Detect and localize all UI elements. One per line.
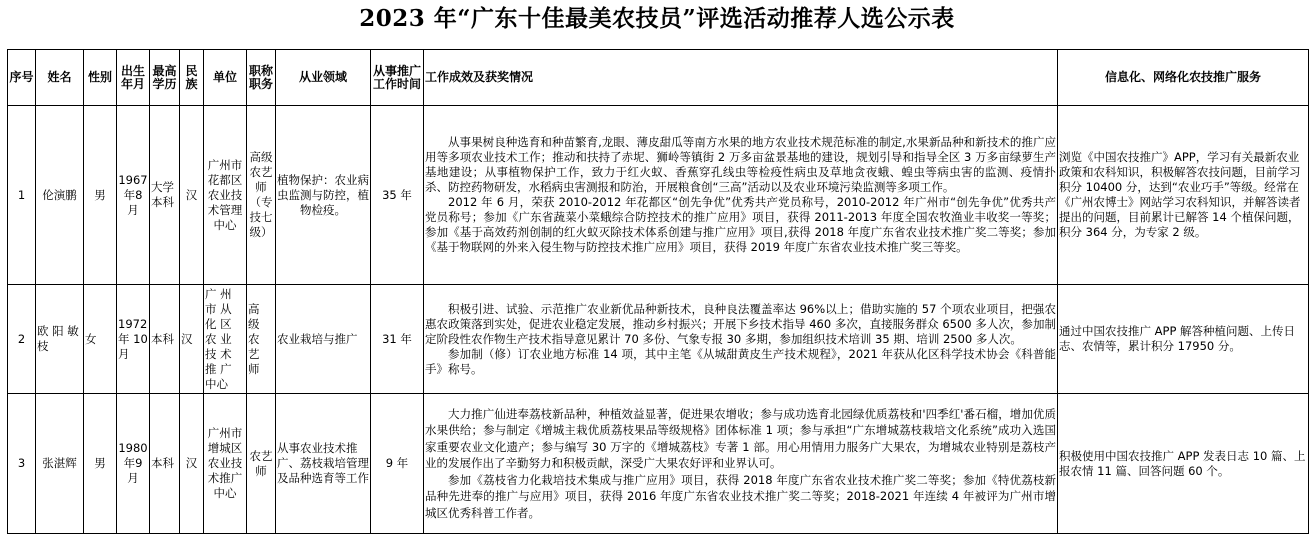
cell-ethnicity: 汉 bbox=[180, 394, 204, 534]
header-achievements: 工作成效及获奖情况 bbox=[424, 50, 1058, 106]
page-title: 2023 年“广东十佳最美农技员”评选活动推荐人选公示表 bbox=[359, 5, 955, 32]
header-education: 最高学历 bbox=[150, 50, 180, 106]
cell-name: 欧 阳 敏 枝 bbox=[36, 285, 84, 394]
header-ethnicity: 民族 bbox=[180, 50, 204, 106]
cell-seq: 3 bbox=[8, 394, 36, 534]
header-years: 从事推广工作时间 bbox=[371, 50, 424, 106]
cell-achievements bbox=[424, 106, 1058, 285]
cell-title: 高级农艺师（专技七级） bbox=[247, 106, 276, 285]
cell-ethnicity: 汉 bbox=[180, 285, 204, 394]
candidate-table bbox=[7, 49, 1309, 534]
cell-name: 伦演鹏 bbox=[36, 106, 84, 285]
header-name: 姓名 bbox=[36, 50, 84, 106]
cell-achievements bbox=[424, 285, 1058, 394]
cell-services: 浏览《中国农技推广》APP，学习有关最新农业政策和农科知识，积极解答农技问题，目前学习积分 10400 分，达到“农业巧手”等级。经常在《广州农博士》网站学习农科知识，并解答读者提出的问题，目前累计已解答 14 个植保问题，积分 364 分，为专家 2 级。 bbox=[1058, 106, 1309, 285]
cell-services: 积极使用中国农技推广 APP 发表日志 10 篇、上报农情 11 篇、回答问题 60 个。 bbox=[1058, 394, 1309, 534]
cell-education: 本科 bbox=[150, 285, 180, 394]
table-header-row bbox=[8, 50, 1309, 106]
header-seq: 序号 bbox=[8, 50, 36, 106]
cell-achievements bbox=[424, 394, 1058, 534]
cell-unit: 广州市增城区农业技术推广中心 bbox=[204, 394, 247, 534]
cell-gender: 女 bbox=[84, 285, 117, 394]
header-title: 职称职务 bbox=[247, 50, 276, 106]
cell-field: 从事农业技术推广、荔枝栽培管理及品种选育等工作 bbox=[276, 394, 371, 534]
table-row bbox=[8, 106, 1309, 285]
cell-unit: 广 州 市 从 化 区 农 业 技 术 推 广 中心 bbox=[204, 285, 247, 394]
cell-birth: 1967年8月 bbox=[117, 106, 150, 285]
cell-title: 高 级 农 艺 师 bbox=[247, 285, 276, 394]
cell-years: 35 年 bbox=[371, 106, 424, 285]
header-field: 从业领域 bbox=[276, 50, 371, 106]
cell-ethnicity: 汉 bbox=[180, 106, 204, 285]
cell-services: 通过中国农技推广 APP 解答种植问题、上传日志、农情等，累计积分 17950 分。 bbox=[1058, 285, 1309, 394]
achievement-paragraph: 参加制（修）订农业地方标准 14 项，其中主笔《从城甜黄皮生产技术规程》，2021 年获从化区科学技术协会《科普能手》称号。 bbox=[425, 346, 1056, 376]
cell-birth: 1972 年 10 月 bbox=[117, 285, 150, 394]
cell-unit: 广州市花都区农业技术管理中心 bbox=[204, 106, 247, 285]
cell-title: 农艺师 bbox=[247, 394, 276, 534]
achievement-paragraph: 2012 年 6 月，荣获 2010-2012 年花都区“创先争优”优秀共产党员称号，2010-2012 年广州市“创先争优”优秀共产党员称号；参加《广东省蔬菜小菜蛾综合防控技术的推广应用》项目，获得 2011-2013 年度全国农牧渔业丰收奖一等奖；参加《基于高效药剂创制的红火蚁灭除技术体系创建与推广应用》项目,获得 2018 年度广东省农业技术推广奖二等奖；参加《基于物联网的外来入侵生物与防控技术推广应用》项目，获得 2019 年度广东省农业技术推广奖三等奖。 bbox=[425, 195, 1056, 254]
cell-years: 31 年 bbox=[371, 285, 424, 394]
header-gender: 性别 bbox=[84, 50, 117, 106]
cell-seq: 2 bbox=[8, 285, 36, 394]
cell-gender: 男 bbox=[84, 394, 117, 534]
cell-gender: 男 bbox=[84, 106, 117, 285]
achievement-paragraph: 参加《荔枝省力化栽培技术集成与推广应用》项目，获得 2018 年度广东省农业技术推广奖二等奖；参加《特优荔枝新品种先进奉的推广与应用》项目，获得 2016 年度广东省农业技术推广奖二等奖；2018-2021 年连续 4 年被评为广州市增城区优秀科普工作者。 bbox=[425, 472, 1056, 520]
table-row bbox=[8, 285, 1309, 394]
cell-name: 张湛辉 bbox=[36, 394, 84, 534]
cell-birth: 1980年9月 bbox=[117, 394, 150, 534]
achievement-paragraph: 从事果树良种选育和种苗繁育,龙眼、薄皮甜瓜等南方水果的地方农业技术规范标准的制定,水果新品种和新技术的推广应用等多项农业技术工作；推动和扶持了赤坭、狮岭等镇街 2 万多亩盆景基地的建设，规划引导和指导全区 3 万多亩绿萝生产基地建设；从事植物保护工作，致力于红火蚁、香蕉穿孔线虫等检疫性病虫及草地贪夜蛾、蝗虫等病虫害的监测、疫情扑杀、防控药物研发，水稻病虫害测报和防治，开展粮食创“三高”活动以及农业环境污染监测等多项工作。 bbox=[425, 135, 1056, 194]
cell-education: 本科 bbox=[150, 394, 180, 534]
cell-education: 大学本科 bbox=[150, 106, 180, 285]
header-birth: 出生年月 bbox=[117, 50, 150, 106]
header-services: 信息化、网络化农技推广服务 bbox=[1058, 50, 1309, 106]
table-row bbox=[8, 394, 1309, 534]
cell-field: 植物保护：农业病虫监测与防控，植物检疫。 bbox=[276, 106, 371, 285]
header-unit: 单位 bbox=[204, 50, 247, 106]
cell-field: 农业栽培与推广 bbox=[276, 285, 371, 394]
cell-years: 9 年 bbox=[371, 394, 424, 534]
achievement-paragraph: 积极引进、试验、示范推广农业新优品种新技术，良种良法覆盖率达 96%以上；借助实施的 57 个项农业项目，把强农惠农政策落到实处，促进农业稳定发展，推动乡村振兴；开展下乡技术指导 460 多次，直接服务群众 6500 多人次，参加制定阶段性农作物生产技术指导意见累计 70 多份、气象专报 30 多期，参加组织技术培训 35 期、培训 2500 多人次。 bbox=[425, 301, 1056, 346]
achievement-paragraph: 大力推广仙进奉荔枝新品种，种植效益显著，促进果农增收；参与成功选育北园绿优质荔枝和'四季红'番石榴，增加优质水果供给；参与制定《增城主栽优质荔枝果品等级规格》团体标准 1 项；参与承担“广东增城荔枝栽培文化系统”成功入选国家重要农业文化遗产；参与编写 30 万字的《增城荔枝》专著 1 部。用心用情用力服务广大果农，为增城农业特别是荔枝产业的发展作出了辛勤努力和积极贡献，深受广大果农好评和业界认可。 bbox=[425, 406, 1056, 471]
cell-seq: 1 bbox=[8, 106, 36, 285]
